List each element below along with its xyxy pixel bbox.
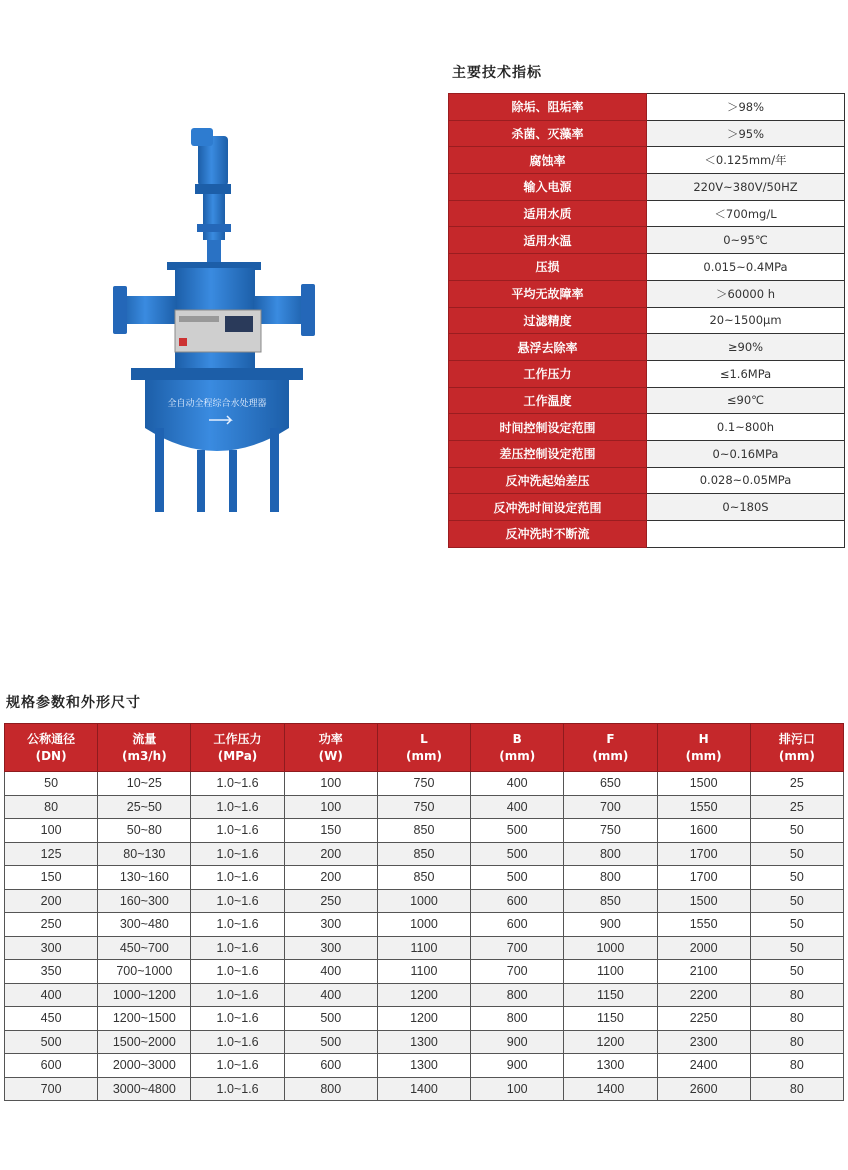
table-cell: 1.0~1.6 — [191, 1007, 284, 1031]
column-header — [98, 724, 191, 772]
table-cell: 400 — [284, 960, 377, 984]
table-cell: 1.0~1.6 — [191, 889, 284, 913]
spec-value: ≤90℃ — [647, 387, 845, 414]
spec-row — [449, 200, 845, 227]
spec-label: 时间控制设定范围 — [449, 414, 647, 441]
spec-label: 平均无故障率 — [449, 280, 647, 307]
table-row — [5, 842, 844, 866]
spec-label: 压损 — [449, 254, 647, 281]
table-cell: 25 — [750, 795, 843, 819]
spec-label: 反冲洗时间设定范围 — [449, 494, 647, 521]
table-cell: 50~80 — [98, 819, 191, 843]
table-cell: 1000 — [377, 889, 470, 913]
table-cell: 1.0~1.6 — [191, 1030, 284, 1054]
table-cell: 1100 — [377, 936, 470, 960]
spec-value: ＞60000 h — [647, 280, 845, 307]
table-cell: 800 — [471, 983, 564, 1007]
spec-label: 工作压力 — [449, 360, 647, 387]
table-cell: 200 — [5, 889, 98, 913]
table-row — [5, 1007, 844, 1031]
table-cell: 750 — [564, 819, 657, 843]
table-row — [5, 866, 844, 890]
column-header — [564, 724, 657, 772]
spec-row — [449, 387, 845, 414]
table-cell: 400 — [284, 983, 377, 1007]
column-header-name: 功率 — [318, 731, 343, 746]
table-cell: 2100 — [657, 960, 750, 984]
table-cell: 800 — [284, 1077, 377, 1101]
table-cell: 1.0~1.6 — [191, 819, 284, 843]
table-cell: 1.0~1.6 — [191, 795, 284, 819]
table-cell: 500 — [471, 842, 564, 866]
table-cell: 1.0~1.6 — [191, 936, 284, 960]
spec-value: 220V~380V/50HZ — [647, 174, 845, 201]
table-cell: 80 — [750, 983, 843, 1007]
spec-row — [449, 414, 845, 441]
table-cell: 2400 — [657, 1054, 750, 1078]
spec-label: 悬浮去除率 — [449, 334, 647, 361]
spec-value: 0.015~0.4MPa — [647, 254, 845, 281]
spec-row — [449, 467, 845, 494]
table-cell: 1.0~1.6 — [191, 866, 284, 890]
table-cell: 1300 — [564, 1054, 657, 1078]
table-cell: 800 — [564, 842, 657, 866]
column-header — [750, 724, 843, 772]
table-cell: 80~130 — [98, 842, 191, 866]
table-cell: 1100 — [377, 960, 470, 984]
table-cell: 80 — [750, 1054, 843, 1078]
table-cell: 1200 — [377, 983, 470, 1007]
table-cell: 1.0~1.6 — [191, 1077, 284, 1101]
spec-label: 除垢、阻垢率 — [449, 94, 647, 121]
table-cell: 160~300 — [98, 889, 191, 913]
column-header-unit: (mm) — [592, 748, 629, 763]
table-row — [5, 819, 844, 843]
table-cell: 700 — [471, 936, 564, 960]
table-cell: 2000 — [657, 936, 750, 960]
spec-table-title: 主要技术指标 — [452, 65, 542, 81]
spec-label: 反冲洗时不断流 — [449, 521, 647, 548]
table-cell: 300 — [284, 913, 377, 937]
table-row — [5, 772, 844, 796]
table-cell: 80 — [5, 795, 98, 819]
table-cell: 1.0~1.6 — [191, 983, 284, 1007]
spec-value: ≤1.6MPa — [647, 360, 845, 387]
column-header-unit: (mm) — [778, 748, 815, 763]
spec-row — [449, 174, 845, 201]
table-cell: 100 — [284, 772, 377, 796]
table-cell: 600 — [471, 913, 564, 937]
spec-row — [449, 494, 845, 521]
column-header-name: B — [512, 731, 522, 746]
table-cell: 1300 — [377, 1030, 470, 1054]
spec-label: 工作温度 — [449, 387, 647, 414]
table-cell: 1200 — [377, 1007, 470, 1031]
table-cell: 850 — [377, 819, 470, 843]
table-cell: 700 — [564, 795, 657, 819]
spec-row — [449, 521, 845, 548]
spec-value: 0~95℃ — [647, 227, 845, 254]
table-cell: 2600 — [657, 1077, 750, 1101]
column-header-unit: (mm) — [499, 748, 536, 763]
spec-value: 0.028~0.05MPa — [647, 467, 845, 494]
table-cell: 1500~2000 — [98, 1030, 191, 1054]
spec-value: ≥90% — [647, 334, 845, 361]
table-cell: 1400 — [564, 1077, 657, 1101]
spec-table — [448, 93, 845, 548]
table-cell: 1500 — [657, 772, 750, 796]
table-cell: 1550 — [657, 913, 750, 937]
table-cell: 1.0~1.6 — [191, 913, 284, 937]
spec-row — [449, 440, 845, 467]
table-cell: 250 — [284, 889, 377, 913]
table-cell: 25~50 — [98, 795, 191, 819]
spec-row — [449, 120, 845, 147]
size-table — [4, 723, 844, 1101]
table-cell: 650 — [564, 772, 657, 796]
table-cell: 100 — [471, 1077, 564, 1101]
column-header-unit: (m3/h) — [121, 748, 167, 763]
table-cell: 10~25 — [98, 772, 191, 796]
table-cell: 500 — [284, 1030, 377, 1054]
column-header-unit: (mm) — [405, 748, 442, 763]
table-row — [5, 913, 844, 937]
table-cell: 500 — [471, 866, 564, 890]
table-cell: 50 — [750, 866, 843, 890]
table-cell: 1200~1500 — [98, 1007, 191, 1031]
spec-label: 腐蚀率 — [449, 147, 647, 174]
table-cell: 50 — [750, 819, 843, 843]
table-cell: 700 — [5, 1077, 98, 1101]
column-header — [377, 724, 470, 772]
spec-value: ＞98% — [647, 94, 845, 121]
table-cell: 3000~4800 — [98, 1077, 191, 1101]
body-label: 全自动全程综合水处理器 — [167, 399, 267, 409]
spec-row — [449, 307, 845, 334]
column-header-name: 工作压力 — [213, 731, 262, 746]
table-row — [5, 1054, 844, 1078]
table-row — [5, 1077, 844, 1101]
spec-value: ＞95% — [647, 120, 845, 147]
table-cell: 150 — [284, 819, 377, 843]
table-row — [5, 936, 844, 960]
table-cell: 750 — [377, 795, 470, 819]
table-cell: 500 — [284, 1007, 377, 1031]
table-cell: 500 — [471, 819, 564, 843]
table-cell: 80 — [750, 1077, 843, 1101]
table-cell: 25 — [750, 772, 843, 796]
table-cell: 2200 — [657, 983, 750, 1007]
size-table-title: 规格参数和外形尺寸 — [6, 695, 141, 711]
table-cell: 50 — [750, 842, 843, 866]
column-header — [471, 724, 564, 772]
spec-value — [647, 521, 845, 548]
spec-value: ＜700mg/L — [647, 200, 845, 227]
table-cell: 1550 — [657, 795, 750, 819]
spec-value: 0.1~800h — [647, 414, 845, 441]
spec-row — [449, 147, 845, 174]
table-cell: 1150 — [564, 1007, 657, 1031]
table-cell: 300~480 — [98, 913, 191, 937]
spec-row — [449, 254, 845, 281]
table-cell: 850 — [377, 866, 470, 890]
table-cell: 900 — [471, 1030, 564, 1054]
column-header-name: 排污口 — [778, 731, 815, 746]
table-cell: 100 — [284, 795, 377, 819]
column-header-name: 流量 — [132, 731, 157, 746]
table-cell: 1400 — [377, 1077, 470, 1101]
table-cell: 1600 — [657, 819, 750, 843]
spec-row — [449, 334, 845, 361]
spec-value: ＜0.125mm/年 — [647, 147, 845, 174]
column-header-unit: (DN) — [35, 748, 67, 763]
spec-row — [449, 280, 845, 307]
column-header-name: F — [606, 731, 615, 746]
table-cell: 1150 — [564, 983, 657, 1007]
spec-value: 20~1500μm — [647, 307, 845, 334]
table-cell: 150 — [5, 866, 98, 890]
table-cell: 900 — [471, 1054, 564, 1078]
table-cell: 125 — [5, 842, 98, 866]
table-cell: 1.0~1.6 — [191, 960, 284, 984]
column-header-name: H — [698, 731, 709, 746]
table-cell: 600 — [5, 1054, 98, 1078]
column-header-name: 公称通径 — [27, 731, 76, 746]
table-cell: 2300 — [657, 1030, 750, 1054]
table-cell: 50 — [750, 960, 843, 984]
table-cell: 400 — [471, 795, 564, 819]
table-cell: 600 — [284, 1054, 377, 1078]
table-row — [5, 983, 844, 1007]
table-cell: 450 — [5, 1007, 98, 1031]
table-cell: 1000~1200 — [98, 983, 191, 1007]
spec-label: 过滤精度 — [449, 307, 647, 334]
table-cell: 1300 — [377, 1054, 470, 1078]
column-header-unit: (W) — [318, 748, 343, 763]
table-cell: 1.0~1.6 — [191, 772, 284, 796]
table-cell: 500 — [5, 1030, 98, 1054]
spec-label: 反冲洗起始差压 — [449, 467, 647, 494]
table-cell: 850 — [377, 842, 470, 866]
table-cell: 50 — [750, 936, 843, 960]
spec-label: 杀菌、灭藻率 — [449, 120, 647, 147]
table-cell: 200 — [284, 842, 377, 866]
table-cell: 850 — [564, 889, 657, 913]
spec-label: 适用水质 — [449, 200, 647, 227]
table-cell: 1700 — [657, 842, 750, 866]
spec-label: 差压控制设定范围 — [449, 440, 647, 467]
table-cell: 1500 — [657, 889, 750, 913]
table-cell: 1200 — [564, 1030, 657, 1054]
table-cell: 400 — [471, 772, 564, 796]
spec-row — [449, 94, 845, 121]
table-cell: 750 — [377, 772, 470, 796]
table-cell: 700~1000 — [98, 960, 191, 984]
table-cell: 350 — [5, 960, 98, 984]
table-cell: 100 — [5, 819, 98, 843]
table-row — [5, 889, 844, 913]
table-cell: 80 — [750, 1007, 843, 1031]
table-cell: 130~160 — [98, 866, 191, 890]
table-cell: 1700 — [657, 866, 750, 890]
table-row — [5, 1030, 844, 1054]
column-header-unit: (mm) — [685, 748, 722, 763]
table-cell: 900 — [564, 913, 657, 937]
column-header — [5, 724, 98, 772]
spec-value: 0~180S — [647, 494, 845, 521]
table-cell: 2250 — [657, 1007, 750, 1031]
table-cell: 250 — [5, 913, 98, 937]
table-row — [5, 795, 844, 819]
water-processor-image — [105, 128, 335, 518]
table-cell: 800 — [564, 866, 657, 890]
table-cell: 400 — [5, 983, 98, 1007]
table-cell: 200 — [284, 866, 377, 890]
spec-value: 0~0.16MPa — [647, 440, 845, 467]
table-cell: 600 — [471, 889, 564, 913]
table-cell: 800 — [471, 1007, 564, 1031]
column-header — [657, 724, 750, 772]
table-cell: 1000 — [564, 936, 657, 960]
column-header — [284, 724, 377, 772]
table-cell: 50 — [5, 772, 98, 796]
table-cell: 450~700 — [98, 936, 191, 960]
table-cell: 50 — [750, 913, 843, 937]
table-cell: 2000~3000 — [98, 1054, 191, 1078]
table-cell: 700 — [471, 960, 564, 984]
table-cell: 300 — [284, 936, 377, 960]
table-cell: 1.0~1.6 — [191, 1054, 284, 1078]
spec-row — [449, 227, 845, 254]
column-header-unit: (MPa) — [217, 748, 258, 763]
table-cell: 1100 — [564, 960, 657, 984]
table-cell: 1.0~1.6 — [191, 842, 284, 866]
spec-label: 输入电源 — [449, 174, 647, 201]
column-header — [191, 724, 284, 772]
table-cell: 80 — [750, 1030, 843, 1054]
table-row — [5, 960, 844, 984]
table-cell: 1000 — [377, 913, 470, 937]
table-cell: 50 — [750, 889, 843, 913]
column-header-name: L — [420, 731, 428, 746]
spec-row — [449, 360, 845, 387]
table-cell: 300 — [5, 936, 98, 960]
spec-label: 适用水温 — [449, 227, 647, 254]
